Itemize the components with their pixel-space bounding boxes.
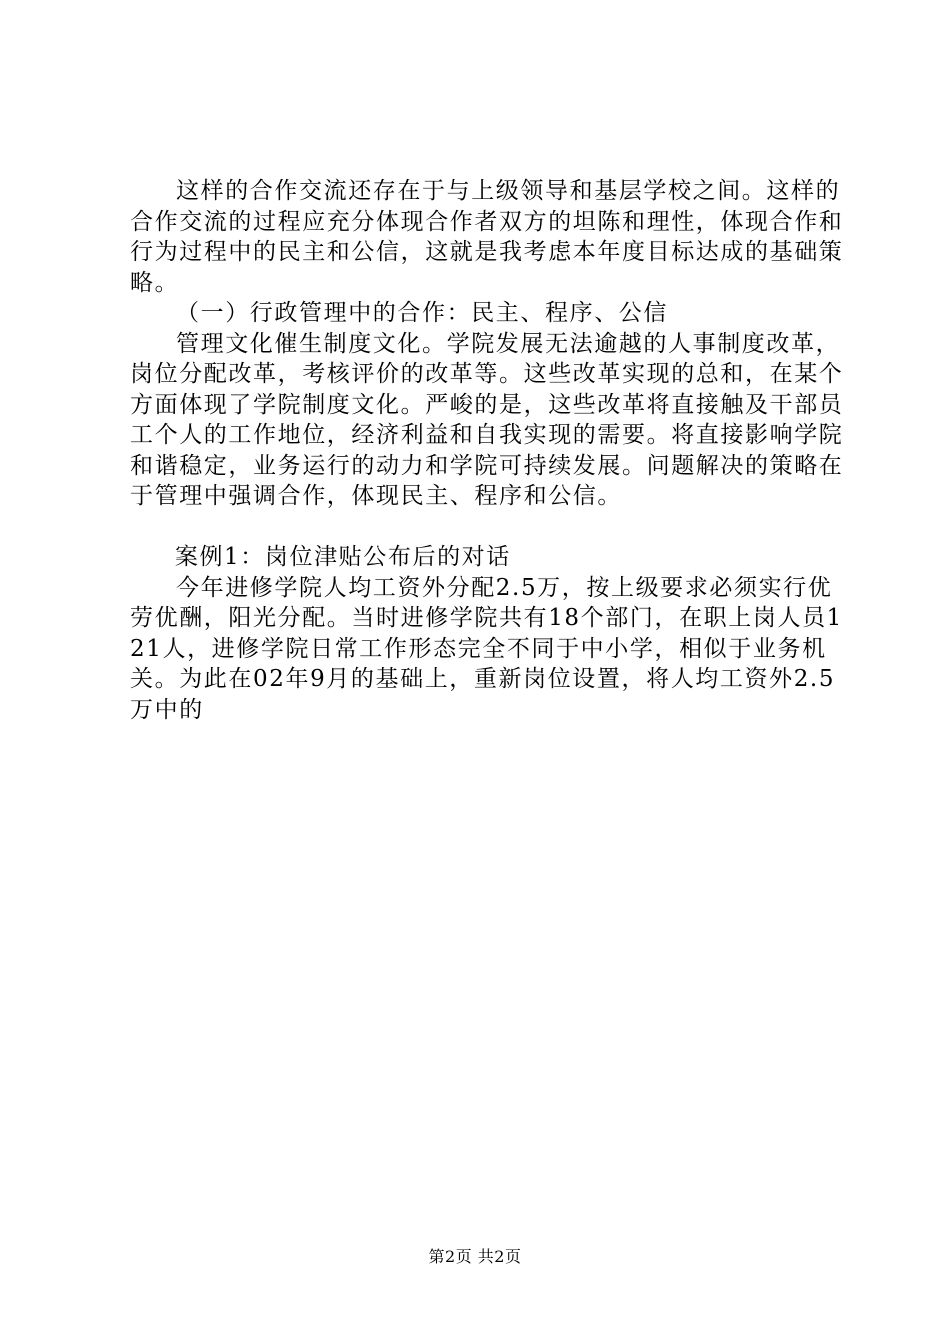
- document-body: [130, 176, 845, 725]
- paragraph-case-description: 今年进修学院人均工资外分配2.5万，按上级要求必须实行优劳优酬，阳光分配。当时进修学院共有18个部门，在职上岗人员121人，进修学院日常工作形态完全不同于中小学，相似于业务机关。为此在02年9月的基础上，重新岗位设置，将人均工资外2.5万中的: [130, 574, 843, 723]
- page-number-footer: 第2页 共2页: [428, 1247, 522, 1266]
- paragraph-spacer: [130, 512, 845, 543]
- paragraph-management-culture: 管理文化催生制度文化。学院发展无法逾越的人事制度改革，岗位分配改革，考核评价的改革等。这些改革实现的总和，在某个方面体现了学院制度文化。严峻的是，这些改革将直接触及干部员工个人的工作地位，经济利益和自我实现的需要。将直接影响学院和谐稳定，业务运行的动力和学院可持续发展。问题解决的策略在于管理中强调合作，体现民主、程序和公信。: [130, 330, 844, 509]
- paragraph-cooperation-exchange: 这样的合作交流还存在于与上级领导和基层学校之间。这样的合作交流的过程应充分体现合作者双方的坦陈和理性，体现合作和行为过程中的民主和公信，这就是我考虑本年度目标达成的基础策略。: [130, 178, 844, 296]
- case-title: 案例1：岗位津贴公布后的对话: [174, 544, 511, 570]
- section-heading-administration: （一）行政管理中的合作：民主、程序、公信: [176, 300, 668, 326]
